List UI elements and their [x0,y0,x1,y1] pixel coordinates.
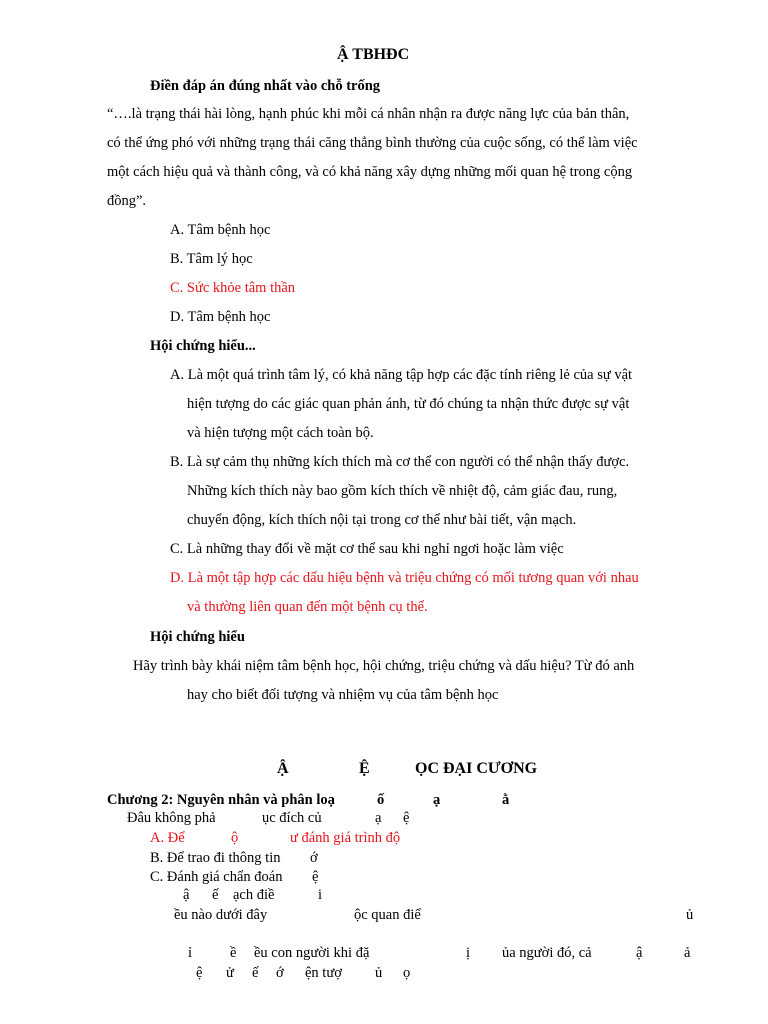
section-title: Ậ TBHĐC [337,46,410,63]
question-text-part: ệ [403,810,410,826]
question-text-line: một cách hiệu quả và thành công, và có khả năng xây dựng những mối quan hệ trong cộng [107,164,633,180]
answer-option-b: B. Để trao đi thông tin [150,850,281,866]
fragment-text: ều con người khi đặ [254,945,370,961]
question-heading: Hội chứng hiểu [150,629,245,645]
fragment-text: ả [684,945,691,961]
chapter-heading-part: ố [377,792,385,808]
fragment-text: ế [252,965,259,981]
fragment-text: ều nào dưới đây [174,907,268,923]
answer-option-d: D. Tâm bệnh học [170,309,271,325]
answer-option-c: C. Là những thay đổi về mặt cơ thể sau khi nghỉ ngơi hoặc làm việc [170,541,564,557]
fragment-text: ạch điề [233,887,275,903]
chapter-heading-part: ằ [502,792,510,808]
answer-option-b-part: ớ [310,850,318,866]
section-title-part: ỌC ĐẠI CƯƠNG [415,760,538,777]
question-text-line: Hãy trình bày khái niệm tâm bệnh học, hội chứng, triệu chứng và dấu hiệu? Từ đó anh [133,658,635,674]
fragment-text: ộc quan điể [354,907,421,923]
question-text-line: “….là trạng thái hài lòng, hạnh phúc khi mỗi cá nhân nhận ra được năng lực của bản thân, [107,106,630,122]
answer-option-b-cont: Những kích thích này bao gồm kích thích về nhiệt độ, cảm giác đau, rung, [187,483,618,499]
answer-option-a-cont: hiện tượng do các giác quan phản ánh, từ đó chúng ta nhận thức được sự vật [187,396,630,412]
answer-option-d-correct: D. Là một tập hợp các dấu hiệu bệnh và triệu chứng có mối tương quan với nhau [170,570,639,586]
answer-option-b-cont: chuyển động, kích thích nội tại trong cơ thể như bài tiết, vận mạch. [187,512,577,528]
answer-option-a-part: ộ [231,830,239,846]
fragment-text: i [318,887,323,903]
fragment-text: ủa người đó, cả [502,945,592,961]
fragment-text: ậ [636,945,643,961]
question-text: Đâu không phả [127,810,216,826]
answer-option-a-cont: và hiện tượng một cách toàn bộ. [187,425,374,441]
answer-option-d-cont: và thường liên quan đến một bệnh cụ thể. [187,599,428,615]
fragment-text: ủ [686,907,694,923]
question-text-part: ục đích củ [262,810,322,826]
fragment-text: ề [230,945,237,961]
section-title-part: Ậ [277,760,289,777]
question-text-part: ạ [375,810,382,826]
fragment-text: ớ [276,965,284,981]
question-text-line: có thể ứng phó với những trạng thái căng thẳng bình thường của cuộc sống, có thể làm việc [107,135,638,151]
fragment-text: ủ [375,965,383,981]
fragment-text: ện tượ [305,965,342,981]
question-heading: Hội chứng hiểu... [150,338,256,354]
fragment-text: ị [466,945,471,961]
fragment-text: ử [226,965,234,981]
answer-option-b: B. Là sự cảm thụ những kích thích mà cơ thể con người có thể nhận thấy được. [170,454,630,470]
section-title-part: Ệ [359,760,370,777]
chapter-heading: Chương 2: Nguyên nhân và phân loạ [107,792,335,808]
answer-option-a: A. Là một quá trình tâm lý, có khả năng tập hợp các đặc tính riêng lẻ của sự vật [170,367,633,383]
fragment-text: ậ [183,887,190,903]
answer-option-c: C. Đánh giá chẩn đoán [150,869,283,885]
answer-option-a-correct: A. Để [150,830,185,846]
answer-option-a: A. Tâm bệnh học [170,222,271,238]
question-heading: Điền đáp án đúng nhất vào chỗ trống [150,78,381,94]
chapter-heading-part: ạ [433,792,441,808]
question-text-line: hay cho biết đối tượng và nhiệm vụ của tâm bệnh học [187,687,499,703]
fragment-text: ệ [196,965,203,981]
fragment-text: ỉ [188,945,193,961]
fragment-text: ế [212,887,219,903]
answer-option-c-correct: C. Sức khỏe tâm thần [170,280,296,296]
answer-option-b: B. Tâm lý học [170,251,253,267]
answer-option-c-part: ệ [312,869,319,885]
fragment-text: ọ [403,965,411,981]
answer-option-a-part: ư đánh giá trình độ [290,830,401,846]
question-text-line: đồng”. [107,193,147,209]
